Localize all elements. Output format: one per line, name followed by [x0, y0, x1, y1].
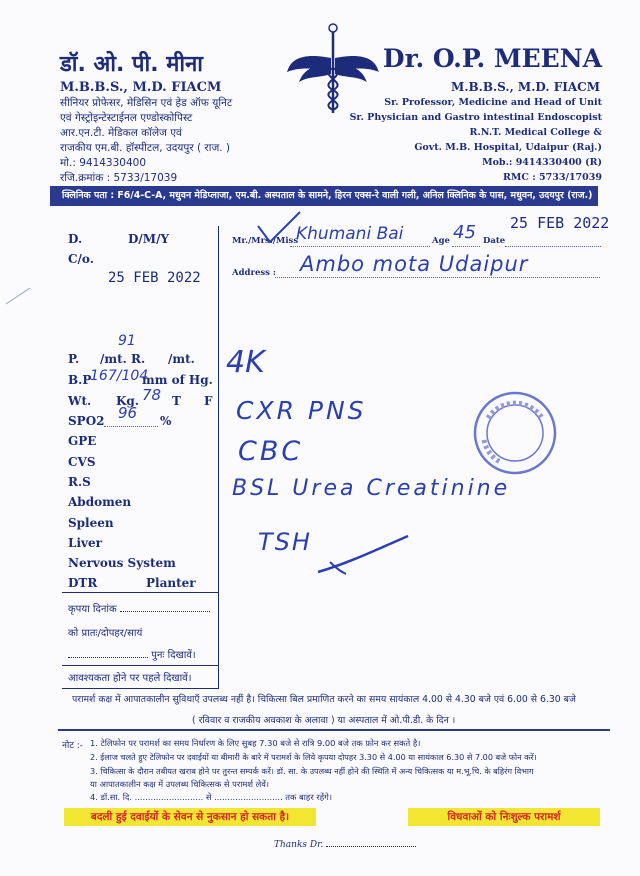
followup-divider: [62, 665, 219, 666]
note-2: 2. ईलाज चलते हुए टेलिफोन पर दवाईयों या बीमारी के बारे में परामर्श के लिये कृपया दोपहर 3.30 से 4.00 या सायंकाल 6.30 से 7.00 बजे फोन करें।: [90, 752, 537, 762]
notes-label: नोट :-: [62, 741, 84, 751]
right-line-3: R.N.T. Medical College &: [469, 127, 602, 138]
pencil-mark-icon: [4, 286, 34, 306]
left-registration: रजि.क्रमांक : 5733/17039: [60, 172, 178, 184]
doctor-name: Dr. O.P. MEENA: [382, 44, 602, 73]
name-underline: [290, 246, 430, 247]
doctor-name-hindi: डॉ. ओ. पी. मीना: [60, 52, 203, 77]
right-mobile: Mob.: 9414330400 (R): [482, 157, 602, 168]
dmy-label: D/M/Y: [128, 232, 170, 246]
followup-line-1: [68, 601, 210, 615]
left-line-1: सीनियर प्रोफेसर, मेडिसिन एवं हेड ऑफ यूनिट: [60, 97, 233, 109]
exam-divider: [62, 592, 219, 593]
degree-left: M.B.B.S., M.D. FIACM: [60, 80, 222, 95]
weight-value: 78: [142, 386, 162, 404]
per-min-r-label: /mt. R.: [100, 352, 146, 366]
co-label: C/o.: [68, 252, 94, 266]
planter-label: Planter: [146, 576, 196, 590]
clinic-address-bar: [50, 186, 598, 206]
address-underline: [275, 277, 600, 278]
right-rmc: RMC : 5733/17039: [502, 172, 602, 183]
clinic-address-text: क्लिनिक पता : F6/4-C-A, मधुवन मेडिप्लाजा, एम.बी. अस्पताल के सामने, हिरन एक्स-रे वाली गली, अनिल क्लिनिक के पास, मधुवन, उदयपुर (राज.): [62, 190, 593, 201]
notice-line-2: ( रविवार व राजकीय अवकाश के अलावा ) या अस्पताल में ओ.पी.डी. के दिन ।: [192, 715, 456, 726]
degree-right: M.B.B.S., M.D. FIACM: [451, 80, 600, 94]
exam-nervous-system: Nervous System: [68, 556, 176, 570]
right-line-1: Sr. Professor, Medicine and Head of Unit: [384, 97, 602, 108]
date-stamp-left: 25 FEB 2022: [108, 270, 201, 286]
fahrenheit-label: F: [204, 394, 213, 408]
thanks-dr-text: Thanks Dr.: [274, 840, 324, 850]
spo2-label: SPO2: [68, 414, 105, 428]
right-line-4: Govt. M.B. Hospital, Udaipur (Raj.): [414, 142, 602, 153]
spo2-value: 96: [118, 404, 138, 422]
exam-abdomen: Abdomen: [68, 495, 132, 509]
patient-age: 45: [453, 222, 476, 243]
rx-line-3: CBC: [238, 436, 304, 467]
spo2-unit: %: [160, 414, 172, 428]
followup-line-4: आवश्यकता होने पर पहले दिखावें।: [68, 673, 192, 684]
bp-value: 167/104: [90, 368, 149, 384]
note-1: 1. टेलिफोन पर परामर्श का समय निर्धारण के लिए सुबह 7.30 बजे से रात्रि 9.00 बजे तक फ़ोन कर सकते है।: [90, 738, 421, 748]
note-3: 3. चिकित्सा के दौरान तबीयत खराब होने पर तुरन्त सम्पर्क करें। डॉ. सा. के उपलब्ध नहीं होने की स्थिति में अन्य चिकित्सक या म.भू.चि. के बहिरंग विभाग: [90, 766, 534, 776]
rx-line-2: CXR PNS: [236, 396, 367, 425]
followup-revisit-label: पुनः दिखावें।: [151, 650, 196, 661]
vitals-box-border: [218, 226, 219, 688]
followup-line-3: [68, 647, 196, 661]
exam-gpe: GPE: [68, 434, 97, 448]
followup-time-field[interactable]: [68, 657, 148, 658]
pulse-value: 91: [118, 333, 136, 349]
vitals-box-bottom: [62, 688, 219, 689]
thanks-dr-field[interactable]: [326, 846, 416, 847]
mr-mrs-miss-label: Mr./Mrs./Miss: [232, 236, 299, 246]
age-underline: [452, 246, 480, 247]
right-line-2: Sr. Physician and Gastro intestinal Endoscopist: [349, 112, 602, 123]
note-4: 4. डॉ.सा. दि. .......................... से .......................... तक बाहर रहेंगे।: [90, 792, 332, 802]
exam-rs: R.S: [68, 475, 91, 489]
notice-line-1: परामर्श कक्ष में आपातकालीन सुविधाएँ उपलब्ध नहीं है। चिकित्सा बिल प्रमाणित करने का समय सायंकाल 4.00 से 4.30 बजे एवं 6.00 से 6.30 बजे: [72, 694, 576, 705]
per-min-label: /mt.: [168, 352, 195, 366]
free-consultation-banner: विधवाओं को निःशुल्क परामर्श: [408, 808, 600, 826]
followup-line-2: को प्रातः/दोपहर/सायं: [68, 628, 143, 639]
exam-liver: Liver: [68, 536, 102, 550]
kg-label: Kg.: [116, 394, 139, 408]
left-line-3: आर.एन.टी. मेडिकल कॉलेज एवं: [60, 127, 182, 139]
exam-cvs: CVS: [68, 455, 96, 469]
temp-label: T: [172, 394, 181, 408]
rx-line-5: TSH: [258, 528, 312, 556]
left-line-2: एवं गेस्ट्रोइन्टेस्टाईनल एण्डोस्कोपिस्ट: [60, 112, 193, 124]
thanks-dr-label: [274, 840, 416, 850]
address-label: Address :: [232, 268, 277, 278]
warning-banner: बदली हुई दवाईयों के सेवन से नुकसान हो सकता है।: [64, 808, 316, 826]
rx-line-4: BSL Urea Creatinine: [232, 476, 511, 501]
date-stamp: 25 FEB 2022: [510, 214, 610, 232]
followup-date-label: कृपया दिनांक: [68, 604, 117, 615]
tick-mark-icon: [254, 208, 304, 248]
followup-date-field[interactable]: [120, 611, 210, 612]
d-label: D.: [68, 232, 83, 246]
left-mobile: मो.: 9414330400: [60, 157, 147, 169]
patient-name: Khumani Bai: [296, 224, 404, 244]
bp-label: B.P: [68, 373, 92, 387]
pulse-label: P.: [68, 352, 80, 366]
note-3b: या आपातकालीन कक्ष में उपलब्ध चिकित्सक से परामर्श लेवें।: [90, 779, 270, 789]
patient-address: Ambo mota Udaipur: [300, 252, 529, 276]
weight-label: Wt.: [68, 394, 92, 408]
date-label: Date: [483, 236, 506, 246]
notice-divider: [58, 729, 610, 731]
date-underline: [505, 246, 601, 247]
bp-unit: mm of Hg.: [142, 373, 213, 387]
rx-arrow-stroke-icon: [316, 532, 412, 576]
seal-stamp-icon: [470, 388, 560, 478]
age-label: Age: [432, 236, 450, 246]
spo2-underline: [104, 426, 158, 427]
left-line-4: राजकीय एम.बी. हॉस्पीटल, उदयपुर ( राज. ): [60, 142, 231, 154]
caduceus-logo-icon: [287, 20, 379, 115]
exam-spleen: Spleen: [68, 516, 114, 530]
rx-line-1: 4K: [226, 345, 265, 380]
dtr-label: DTR: [68, 576, 98, 590]
